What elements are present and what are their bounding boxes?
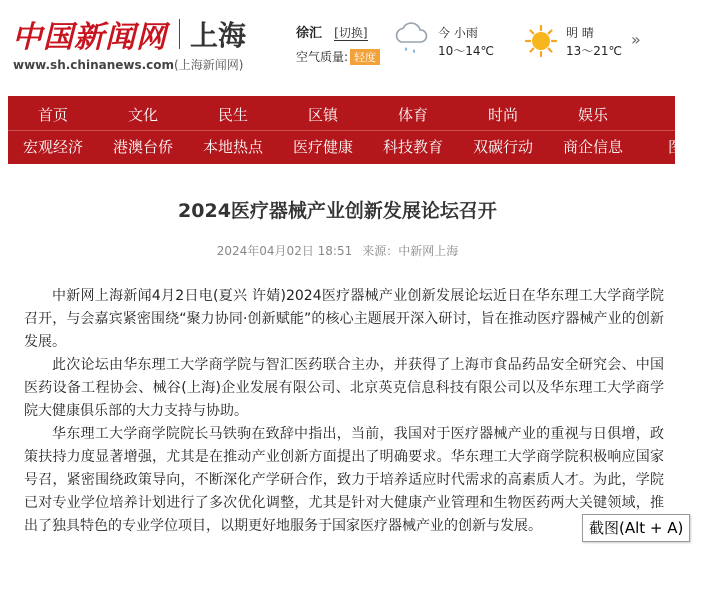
logo-city-name: 上海 — [190, 19, 247, 52]
article-body — [24, 285, 664, 538]
article-paragraph: 华东理工大学商学院院长马铁驹在致辞中指出，当前，我国对于医疗器械产业的重视与日俱增，政策扶持力度显著增强，尤其是在推动产业创新方面提出了明确要求。华东理工大学商学院积极响应国家号召，紧密围绕政策导向，不断深化产学研合作，致力于培养适应时代需求的高素质人才。为此，学院已对专业学位培养计划进行了多次优化调整，尤其是针对大健康产业管理和生物医药两大关键领域，推出了独具特色的专业学位项目，以期更好地服务于国家医疗器械产业的创新与发展。 — [24, 426, 664, 534]
article-title: 2024医疗器械产业创新发展论坛召开 — [178, 200, 497, 222]
today-weather — [438, 24, 494, 60]
site-logo[interactable] — [12, 14, 246, 54]
rain-cloud-icon — [392, 18, 430, 58]
nav-item-tech-education[interactable]: 科技教育 — [382, 138, 443, 156]
switch-location-link[interactable]: [切换] — [334, 26, 368, 40]
tomorrow-temperature: 13～21℃ — [566, 44, 623, 58]
main-navigation — [8, 96, 698, 164]
today-weather-label: 今 小雨 — [438, 26, 478, 40]
site-url-domain: www.sh.chinanews.com — [13, 58, 175, 72]
air-quality — [296, 48, 380, 65]
weather-more-icon[interactable]: » — [631, 30, 641, 49]
logo-text: 中国新闻网 — [12, 20, 167, 55]
logo-divider — [179, 19, 180, 49]
nav-item-districts[interactable]: 区镇 — [307, 106, 338, 124]
nav-item-entertainment[interactable]: 娱乐 — [577, 106, 608, 124]
nav-item-innovation[interactable]: 创 — [675, 106, 691, 124]
nav-item-sports[interactable]: 体育 — [397, 106, 428, 124]
nav-item-home[interactable]: 首页 — [37, 106, 68, 124]
screenshot-tooltip: 截图(Alt + A) — [582, 514, 690, 542]
tomorrow-weather — [566, 24, 622, 60]
nav-item-livelihood[interactable]: 民生 — [217, 106, 248, 124]
article-paragraph: 此次论坛由华东理工大学商学院与智汇医药联合主办，并获得了上海市食品药品安全研究会、中国医药设备工程协会、械谷(上海)企业发展有限公司、北京英克信息科技有限公司以及华东理工大学商学院大健康俱乐部的大力支持与协助。 — [24, 357, 664, 419]
site-url-suffix: (上海新闻网) — [174, 58, 244, 72]
district-name: 徐汇 — [296, 26, 323, 41]
nav-item-health[interactable]: 医疗健康 — [292, 138, 353, 156]
air-quality-badge: 轻度 — [350, 49, 380, 65]
article-paragraph: 中新网上海新闻4月2日电(夏兴 许婧)2024医疗器械产业创新发展论坛近日在华东理工大学商学院召开，与会嘉宾紧密围绕“聚力协同·创新赋能”的核心主题展开深入研讨，旨在推动医疗器械产业的创新发展。 — [24, 288, 664, 350]
nav-item-culture[interactable]: 文化 — [127, 106, 158, 124]
tomorrow-weather-label: 明 晴 — [566, 26, 594, 40]
today-temperature: 10～14℃ — [438, 44, 495, 58]
nav-row-primary — [8, 100, 728, 130]
nav-item-hk-macao-taiwan[interactable]: 港澳台侨 — [112, 138, 173, 156]
sun-icon — [524, 24, 558, 58]
nav-item-fashion[interactable]: 时尚 — [487, 106, 518, 124]
nav-item-business-info[interactable]: 商企信息 — [562, 138, 623, 156]
air-quality-label: 空气质量: — [296, 50, 349, 64]
nav-row-secondary — [8, 132, 728, 162]
article-meta — [0, 242, 675, 259]
article-date: 2024年04月02日 18:51 — [216, 244, 353, 258]
article-source: 来源：中新网上海 — [362, 244, 459, 258]
nav-item-local-hotspots[interactable]: 本地热点 — [202, 138, 263, 156]
nav-item-dual-carbon[interactable]: 双碳行动 — [472, 138, 533, 156]
nav-item-macro-economy[interactable]: 宏观经济 — [22, 138, 83, 156]
nav-divider — [8, 130, 675, 131]
location-widget — [296, 22, 368, 41]
site-header — [0, 0, 675, 96]
nav-item-pictures[interactable]: 图片 — [667, 138, 698, 156]
site-url — [13, 56, 243, 73]
